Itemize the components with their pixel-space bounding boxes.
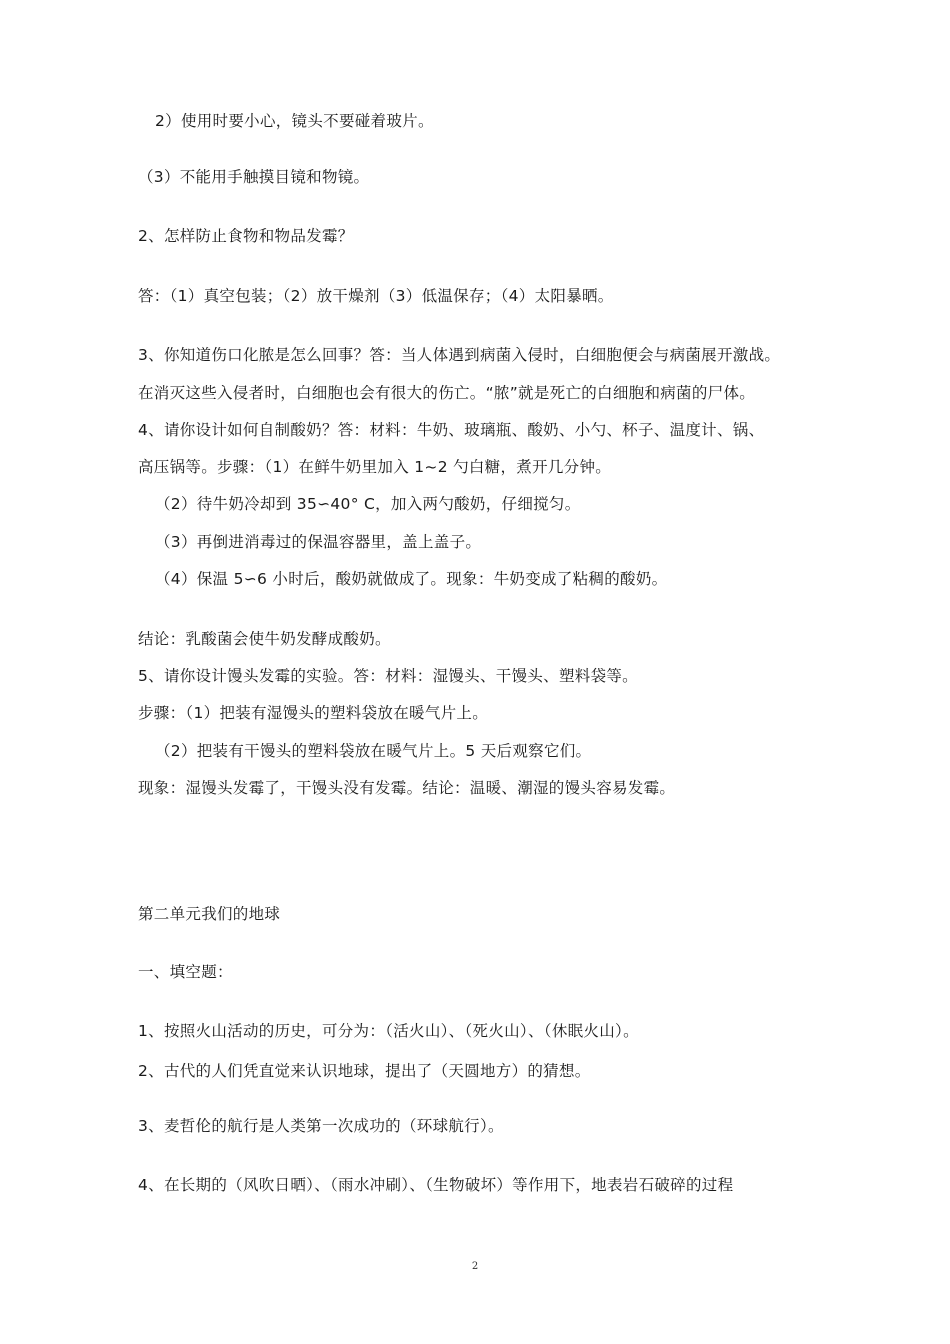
text-line: 结论：乳酸菌会使牛奶发酵成酸奶。: [138, 630, 391, 648]
text-line: 4、请你设计如何自制酸奶？答：材料：牛奶、玻璃瓶、酸奶、小勺、杯子、温度计、锅、: [138, 421, 765, 439]
text-line: 5、请你设计馒头发霉的实验。答：材料：湿馒头、干馒头、塑料袋等。: [138, 667, 638, 685]
text-line: 现象：湿馒头发霉了，干馒头没有发霉。结论：温暖、潮湿的馒头容易发霉。: [138, 779, 676, 797]
text-line: 高压锅等。步骤：（1）在鲜牛奶里加入 1~2 勺白糖，煮开几分钟。: [138, 458, 612, 476]
text-line: 2、怎样防止食物和物品发霉？: [138, 227, 354, 245]
text-line: 3、麦哲伦的航行是人类第一次成功的（环球航行）。: [138, 1117, 504, 1135]
text-line: 2）使用时要小心，镜头不要碰着玻片。: [155, 112, 434, 130]
page-number: 2: [471, 1261, 479, 1272]
text-line: 在消灭这些入侵者时，白细胞也会有很大的伤亡。“脓”就是死亡的白细胞和病菌的尸体。: [138, 384, 756, 402]
text-line: 3、你知道伤口化脓是怎么回事？答：当人体遇到病菌入侵时，白细胞便会与病菌展开激战。: [138, 346, 781, 364]
subsection-heading: 一、填空题：: [138, 963, 233, 981]
text-line: 2、古代的人们凭直觉来认识地球，提出了（天圆地方）的猜想。: [138, 1062, 591, 1080]
text-line: （4）保温 5∽6 小时后，酸奶就做成了。现象：牛奶变成了粘稠的酸奶。: [155, 570, 668, 588]
text-line: （2）待牛奶冷却到 35∽40° C，加入两勺酸奶，仔细搅匀。: [155, 495, 581, 513]
text-line: （3）再倒进消毒过的保温容器里，盖上盖子。: [155, 533, 482, 551]
text-line: （3）不能用手触摸目镜和物镜。: [138, 168, 370, 186]
text-line: 答：（1）真空包装；（2）放干燥剂（3）低温保存；（4）太阳暴晒。: [138, 287, 614, 305]
text-line: 步骤：（1）把装有湿馒头的塑料袋放在暖气片上。: [138, 704, 489, 722]
text-line: （2）把装有干馒头的塑料袋放在暖气片上。5 天后观察它们。: [155, 742, 592, 760]
section-heading: 第二单元我们的地球: [138, 905, 281, 923]
text-line: 1、按照火山活动的历史，可分为：（活火山）、（死火山）、（休眠火山）。: [138, 1022, 639, 1040]
text-line: 4、在长期的（风吹日晒）、（雨水冲刷）、（生物破坏）等作用下，地表岩石破碎的过程: [138, 1176, 734, 1194]
